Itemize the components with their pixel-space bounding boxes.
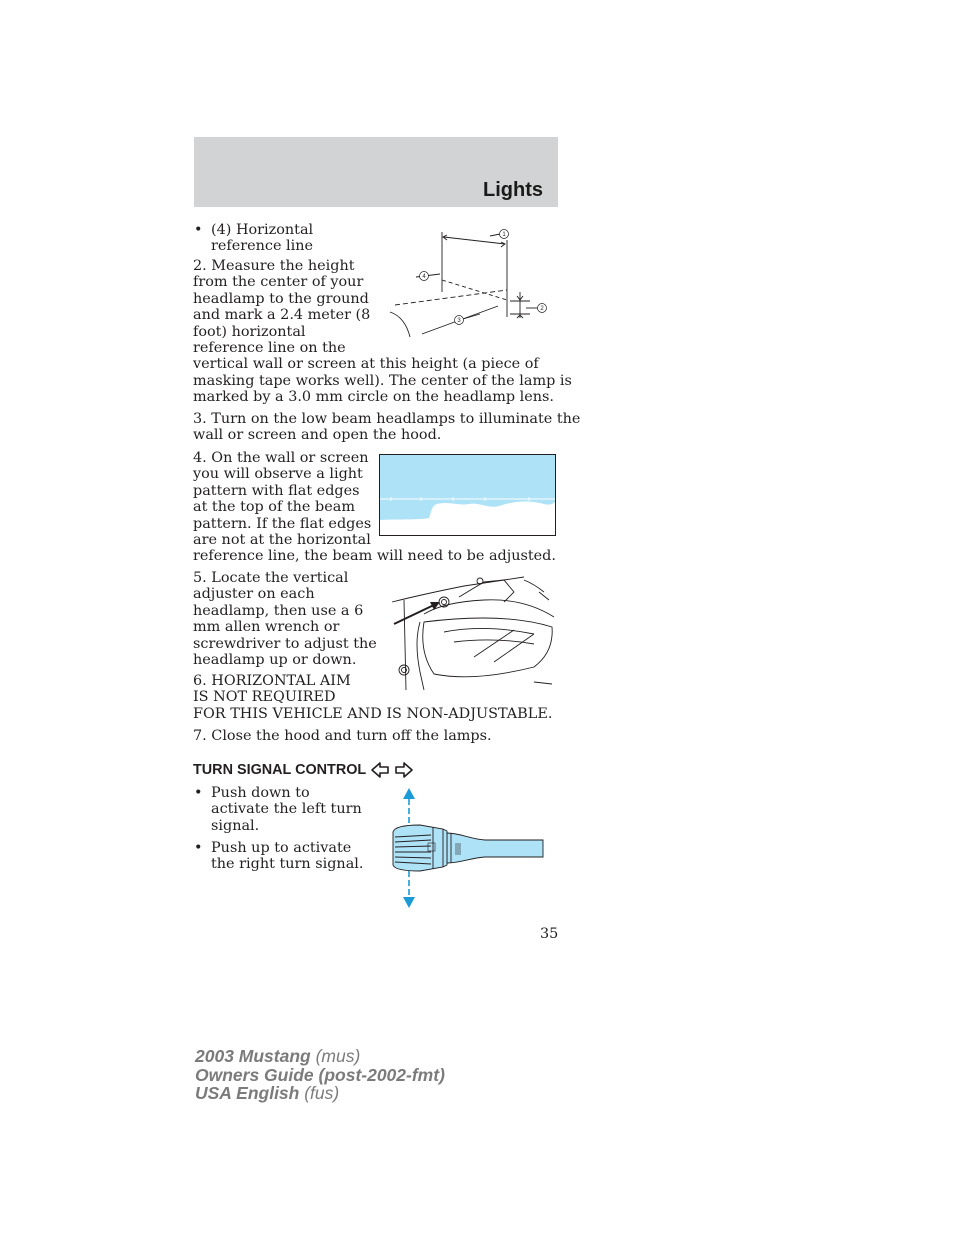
turn-signal-heading <box>193 761 414 779</box>
callout-1: 1 <box>502 232 506 238</box>
turn-signal-arrows-icon <box>370 761 414 779</box>
turn-signal-bullet-left: Push down to activate the left turn signal. <box>211 785 362 834</box>
bullet-reference-line <box>211 222 336 255</box>
document-footer: 2003 Mustang (mus) Owners Guide (post-2002-fmt) USA English (fus) <box>195 1046 445 1103</box>
section-header <box>194 137 558 207</box>
callout-4: 4 <box>422 274 426 280</box>
bullet-text: (4) Horizontal reference line <box>211 222 314 255</box>
step-4-paragraph: 4. On the wall or screen you will observe a light pattern with flat edges at the top of the beam pattern. If the flat edges are not at the horizontal reference line, the beam will need to be adjusted. <box>193 450 556 565</box>
page-number: 35 <box>540 926 559 942</box>
turn-signal-heading-text: TURN SIGNAL CONTROL <box>193 762 367 778</box>
step-3-paragraph: 3. Turn on the low beam headlamps to illuminate the wall or screen and open the hood. <box>193 411 581 444</box>
reference-line-diagram <box>380 222 560 347</box>
turn-signal-bullet-right: Push up to activate the right turn signal. <box>211 840 364 873</box>
section-title: Lights <box>483 179 543 201</box>
callout-3: 3 <box>457 318 461 324</box>
step-6-paragraph: 6. HORIZONTAL AIM IS NOT REQUIRED FOR THIS VEHICLE AND IS NON-ADJUSTABLE. <box>193 673 553 722</box>
step-2-paragraph: 2. Measure the height from the center of your headlamp to the ground and mark a 2.4 meter (8 foot) horizontal reference line on the vertical wall or screen at this height (a piece of masking tape works well). The center of the lamp is marked by a 3.0 mm circle on the headlamp lens. <box>193 258 572 406</box>
turn-signal-lever-diagram <box>385 785 547 911</box>
callout-2: 2 <box>540 306 544 312</box>
step-5-paragraph: 5. Locate the vertical adjuster on each headlamp, then use a 6 mm allen wrench or screwdriver to adjust the headlamp up or down. <box>193 570 377 669</box>
beam-pattern-diagram <box>379 454 557 537</box>
step-7-paragraph: 7. Close the hood and turn off the lamps. <box>193 728 492 744</box>
